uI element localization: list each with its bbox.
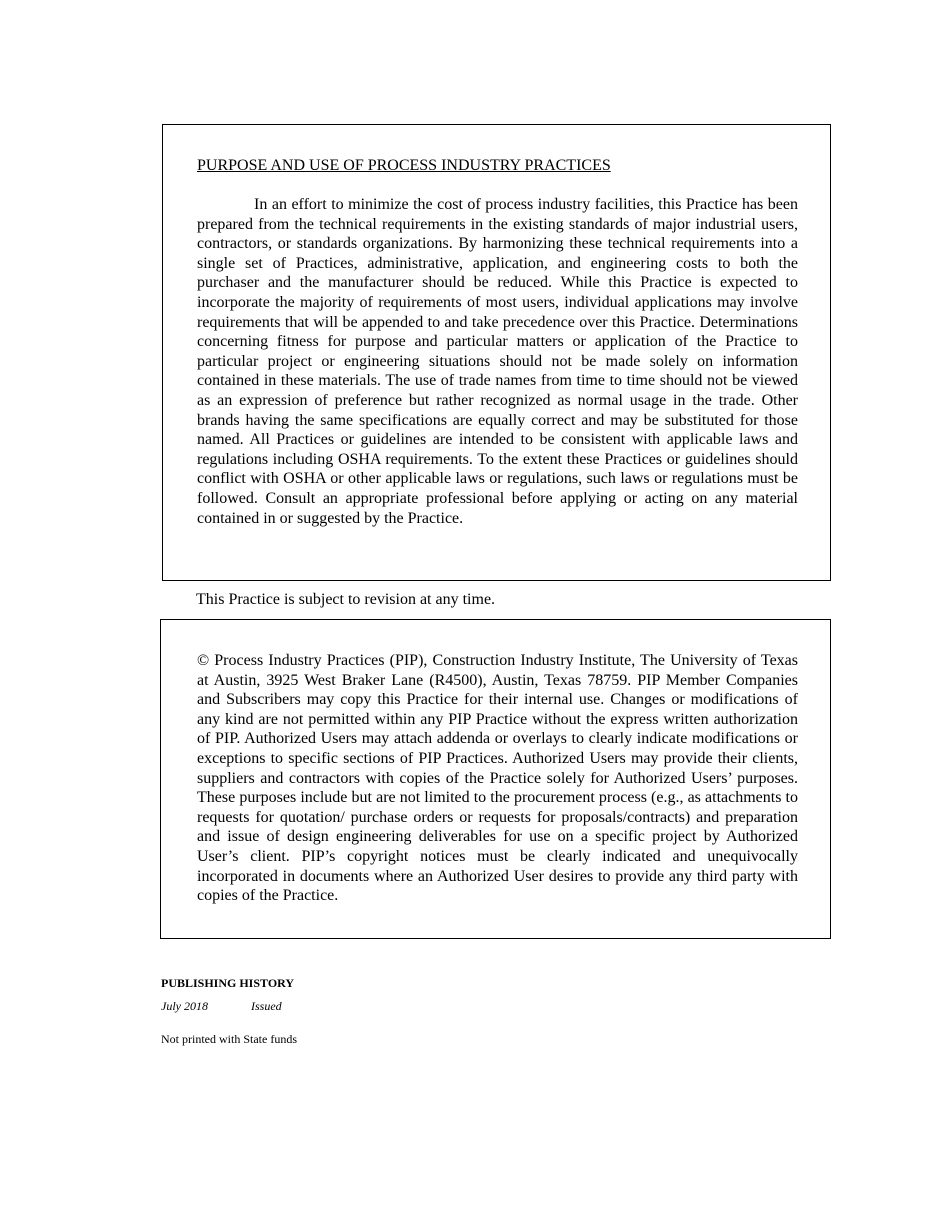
state-funds-note: Not printed with State funds (161, 1032, 297, 1046)
publishing-history-heading: PUBLISHING HISTORY (161, 976, 295, 990)
purpose-paragraph: In an effort to minimize the cost of process industry facilities, this Practice has been prepared from the technical requirements in the existing standards of major industrial users, contractors, or standards organizations. By harmonizing these technical requirements into a single set of Practices, administrative, application, and engineering costs to both the purchaser and the manufacturer should be reduced. While this Practice is expected to incorporate the majority of requirements of most users, individual applications may involve requirements that will be appended to and take precedence over this Practice. Determinations concerning fitness for purpose and particular matters or application of the Practice to particular project or engineering situations should not be made solely on information contained in these materials. The use of trade names from time to time should not be viewed as an expression of preference but rather recognized as normal usage in the trade. Other brands having the same specifications are equally correct and may be substituted for those named. All Practices or guidelines are intended to be consistent with applicable laws and regulations including OSHA requirements. To the extent these Practices or guidelines should conflict with OSHA or other applicable laws or regulations, such laws or regulations must be followed. Consult an appropriate professional before applying or acting on any material contained in or suggested by the Practice. (197, 196, 798, 527)
purpose-title: PURPOSE AND USE OF PROCESS INDUSTRY PRACTICES (197, 157, 611, 174)
purpose-box (162, 124, 831, 581)
publishing-date: July 2018 (161, 999, 208, 1013)
publishing-status: Issued (251, 999, 282, 1013)
copyright-box (160, 619, 831, 939)
revision-note: This Practice is subject to revision at any time. (196, 591, 496, 608)
copyright-paragraph: © Process Industry Practices (PIP), Construction Industry Institute, The University of Texas at Austin, 3925 West Braker Lane (R4500), Austin, Texas 78759. PIP Member Companies and Subscribers may copy this Practice for their internal use. Changes or modifications of any kind are not permitted within any PIP Practice without the express written authorization of PIP. Authorized Users may attach addenda or overlays to clearly indicate modifications or exceptions to specific sections of PIP Practices. Authorized Users may provide their clients, suppliers and contractors with copies of the Practice solely for Authorized Users’ purposes. These purposes include but are not limited to the procurement process (e.g., as attachments to requests for quotation/ purchase orders or requests for proposals/contracts) and preparation and issue of design engineering deliverables for use on a specific project by Authorized User’s client. PIP’s copyright notices must be clearly indicated and unequivocally incorporated in documents where an Authorized User desires to provide any third party with copies of the Practice. (197, 652, 798, 905)
